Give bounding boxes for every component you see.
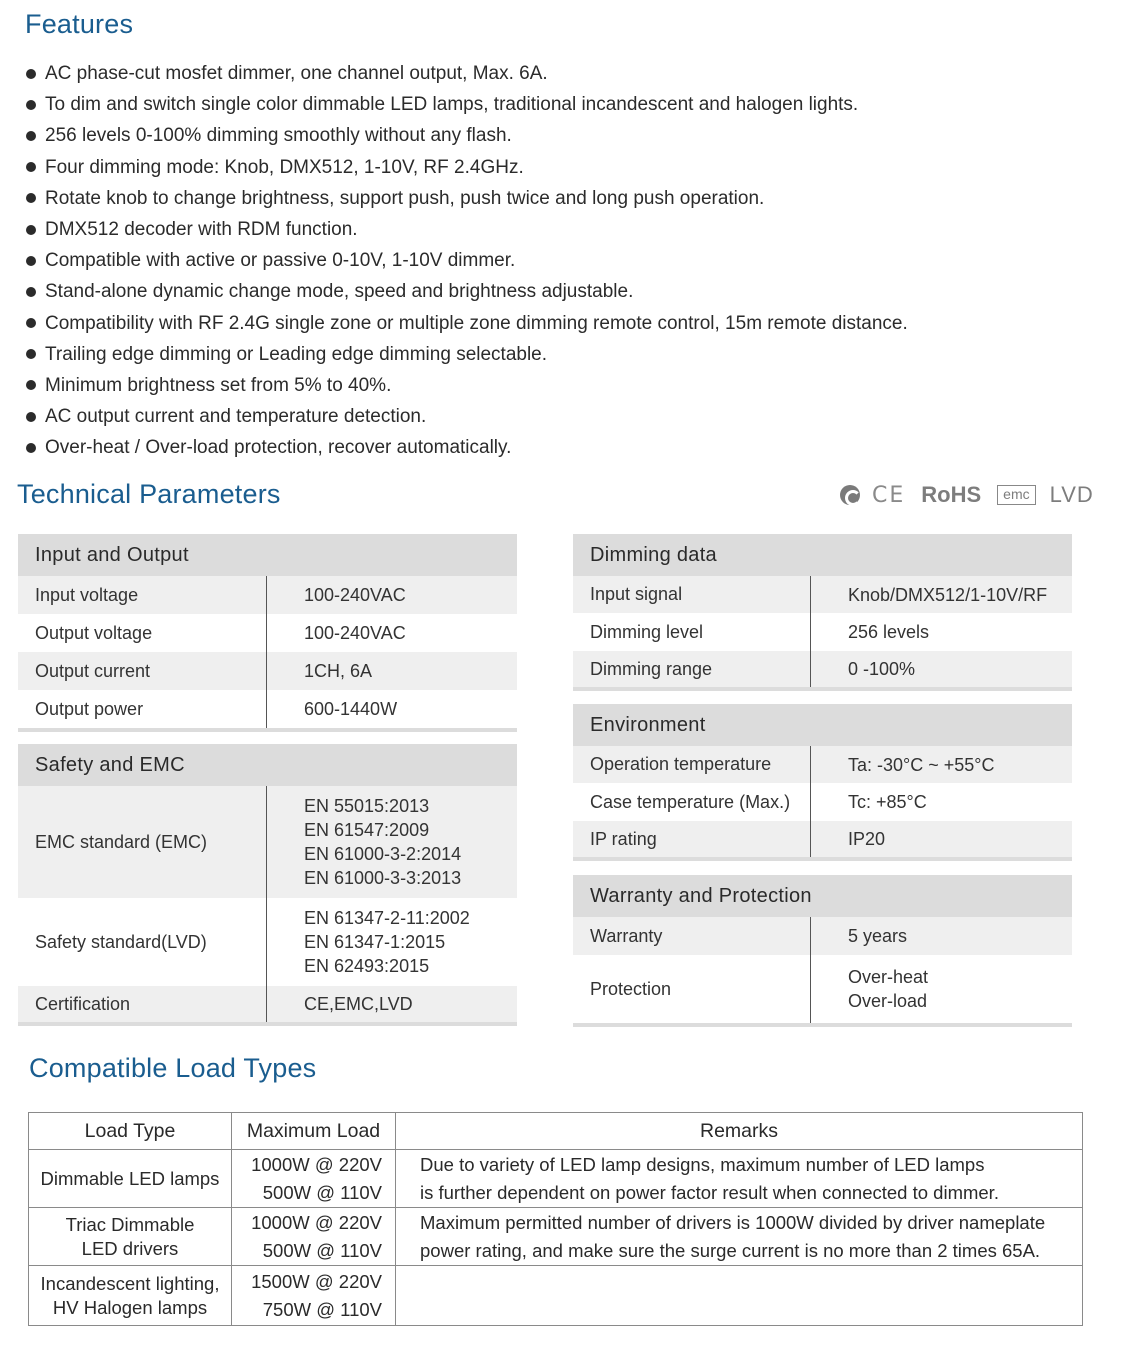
param-row	[18, 786, 517, 898]
dimming-data-table	[573, 534, 1072, 691]
feature-item	[26, 152, 1116, 183]
environment-table	[573, 704, 1072, 861]
param-value	[266, 898, 517, 986]
bullet-icon	[26, 287, 36, 297]
param-value-line: IP20	[848, 829, 886, 849]
param-value	[266, 690, 517, 728]
param-label: Operation temperature	[590, 754, 772, 774]
param-label: Output current	[35, 660, 151, 681]
load-type-header: Load Type	[29, 1113, 232, 1150]
feature-item	[26, 245, 1116, 276]
param-label: Output voltage	[35, 622, 153, 643]
param-value	[810, 746, 1072, 783]
dimming-header: Dimming data	[573, 534, 1072, 576]
bullet-icon	[26, 349, 36, 359]
param-label: Warranty	[590, 925, 663, 946]
emc-mark: emc	[997, 485, 1035, 505]
load-type-cell	[29, 1266, 232, 1326]
bullet-icon	[26, 443, 36, 453]
table-bottom-rule	[18, 1022, 517, 1026]
features-list	[26, 58, 1116, 463]
param-row	[18, 690, 517, 728]
warranty-protection-table	[573, 875, 1072, 1027]
param-label: Output power	[35, 698, 144, 719]
max-load-cell	[232, 1208, 396, 1266]
load-table-row	[29, 1208, 1083, 1266]
load-type-cell-line: LED drivers	[81, 1237, 179, 1259]
max-load-cell-line: 500W @ 110V	[262, 1239, 382, 1261]
feature-item	[26, 214, 1116, 245]
rohs-mark: RoHS	[921, 482, 982, 507]
param-value	[266, 652, 517, 690]
param-value-line: EN 61000-3-2:2014	[304, 844, 462, 864]
param-value	[810, 576, 1072, 613]
remarks-cell	[396, 1150, 1083, 1208]
safety-emc-table	[18, 744, 517, 1026]
param-value-line: Tc: +85°C	[848, 792, 927, 812]
warranty-header: Warranty and Protection	[573, 875, 1072, 917]
param-label: Dimming range	[590, 658, 713, 679]
max-load-cell	[232, 1266, 396, 1326]
param-row	[573, 955, 1072, 1023]
param-value-line: Over-load	[848, 991, 928, 1011]
param-row	[18, 614, 517, 652]
feature-text: DMX512 decoder with RDM function.	[45, 218, 358, 240]
feature-text: Stand-alone dynamic change mode, speed and brightness adjustable.	[45, 281, 634, 303]
param-value-line: 600-1440W	[304, 699, 398, 719]
bullet-icon	[26, 100, 36, 110]
param-value	[266, 986, 517, 1022]
feature-text: Compatible with active or passive 0-10V, 1-10V dimmer.	[45, 250, 516, 272]
remarks-cell	[396, 1266, 1083, 1326]
bullet-icon	[26, 318, 36, 328]
feature-text: Trailing edge dimming or Leading edge dimming selectable.	[45, 343, 548, 365]
feature-text: Minimum brightness set from 5% to 40%.	[45, 374, 392, 396]
param-value-line: EN 61347-2-11:2002	[304, 908, 470, 928]
load-type-cell-line: Incandescent lighting,	[40, 1272, 220, 1294]
max-load-cell-line: 500W @ 110V	[262, 1181, 382, 1203]
feature-text: AC output current and temperature detection.	[45, 406, 427, 428]
bullet-icon	[26, 193, 36, 203]
max-load-cell	[232, 1150, 396, 1208]
param-value-line: 100-240VAC	[304, 585, 406, 605]
bullet-icon	[26, 162, 36, 172]
param-value-line: Ta: -30°C ~ +55°C	[848, 754, 995, 775]
param-label: Safety standard(LVD)	[35, 931, 207, 952]
param-value	[810, 821, 1072, 857]
feature-item	[26, 401, 1116, 432]
compatible-load-types-title: Compatible Load Types	[29, 1053, 317, 1083]
feature-item	[26, 58, 1116, 89]
param-value	[810, 783, 1072, 821]
param-row	[573, 613, 1072, 651]
param-label: Input voltage	[35, 584, 139, 605]
load-table-header-row	[29, 1113, 1083, 1150]
param-value-line: EN 62493:2015	[304, 956, 430, 976]
feature-text: AC phase-cut mosfet dimmer, one channel output, Max. 6A.	[45, 63, 548, 84]
table-bottom-rule	[18, 728, 517, 732]
table-bottom-rule	[573, 857, 1072, 861]
load-type-cell	[29, 1150, 232, 1208]
param-value	[810, 917, 1072, 955]
param-label: Case temperature (Max.)	[590, 791, 791, 812]
bullet-icon	[26, 225, 36, 235]
param-value-line: EN 55015:2013	[304, 796, 430, 816]
param-value	[810, 651, 1072, 687]
param-label: Dimming level	[590, 621, 704, 642]
feature-text: Over-heat / Over-load protection, recover automatically.	[45, 437, 512, 459]
param-row	[573, 576, 1072, 613]
input-output-table	[18, 534, 517, 732]
compatible-load-table	[28, 1112, 1083, 1326]
features-title: Features	[25, 9, 134, 39]
param-row	[573, 783, 1072, 821]
bullet-icon	[26, 412, 36, 422]
param-value	[810, 613, 1072, 651]
param-value	[266, 614, 517, 652]
remarks-cell-line: power rating, and make sure the surge current is no more than 2 times 65A.	[420, 1239, 1041, 1261]
input-output-header: Input and Output	[18, 534, 517, 576]
param-label: EMC standard (EMC)	[35, 831, 208, 852]
certification-circle-icon	[840, 485, 860, 505]
load-type-cell-line: Triac Dimmable	[65, 1213, 195, 1235]
param-value	[266, 576, 517, 614]
remarks-cell-line: Due to variety of LED lamp designs, maximum number of LED lamps	[420, 1153, 985, 1175]
feature-item	[26, 432, 1116, 463]
param-value-line: Over-heat	[848, 967, 929, 987]
feature-item	[26, 276, 1116, 307]
bullet-icon	[26, 69, 36, 79]
param-label: Input signal	[590, 584, 683, 604]
load-type-cell	[29, 1208, 232, 1266]
remarks-header: Remarks	[396, 1113, 1083, 1150]
param-row	[573, 821, 1072, 857]
load-table-row	[29, 1266, 1083, 1326]
feature-text: Rotate knob to change brightness, support push, push twice and long push operation.	[45, 187, 765, 209]
param-value-line: Knob/DMX512/1-10V/RF	[848, 584, 1048, 605]
param-row	[573, 746, 1072, 783]
param-value-line: 1CH, 6A	[304, 661, 373, 681]
feature-text: 256 levels 0-100% dimming smoothly without any flash.	[45, 125, 512, 147]
param-value	[266, 786, 517, 898]
param-value-line: CE,EMC,LVD	[304, 994, 413, 1014]
feature-text: To dim and switch single color dimmable LED lamps, traditional incandescent and halogen lights.	[45, 94, 859, 116]
bullet-icon	[26, 131, 36, 141]
param-value-line: 100-240VAC	[304, 623, 406, 643]
max-load-cell-line: 1500W @ 220V	[251, 1270, 382, 1292]
param-label: IP rating	[590, 828, 657, 849]
load-type-cell-line: HV Halogen lamps	[52, 1296, 208, 1318]
bullet-icon	[26, 256, 36, 266]
param-row	[18, 652, 517, 690]
param-row	[573, 917, 1072, 955]
param-value-line: EN 61547:2009	[304, 820, 430, 840]
ce-mark: CE	[872, 482, 906, 508]
remarks-cell-line: Maximum permitted number of drivers is 1000W divided by driver nameplate	[420, 1211, 1046, 1233]
param-row	[18, 898, 517, 986]
feature-item	[26, 339, 1116, 370]
max-load-cell-line: 1000W @ 220V	[251, 1153, 382, 1175]
param-value-line: EN 61000-3-3:2013	[304, 868, 462, 888]
feature-item	[26, 120, 1116, 151]
param-row	[18, 576, 517, 614]
param-value-line: 5 years	[848, 926, 908, 946]
max-load-cell-line: 1000W @ 220V	[251, 1211, 382, 1233]
load-type-cell-line: Dimmable LED lamps	[40, 1167, 220, 1189]
bullet-icon	[26, 380, 36, 390]
maximum-load-header: Maximum Load	[232, 1113, 396, 1150]
remarks-cell	[396, 1208, 1083, 1266]
max-load-cell-line: 750W @ 110V	[262, 1298, 382, 1320]
table-bottom-rule	[573, 1023, 1072, 1027]
param-label: Protection	[590, 978, 672, 999]
feature-text: Four dimming mode: Knob, DMX512, 1-10V, RF 2.4GHz.	[45, 156, 524, 178]
feature-item	[26, 308, 1116, 339]
technical-parameters-title: Technical Parameters	[17, 479, 281, 509]
load-table-row	[29, 1150, 1083, 1208]
feature-item	[26, 183, 1116, 214]
param-value-line: 256 levels	[848, 622, 930, 642]
param-row	[18, 986, 517, 1022]
certification-marks	[840, 480, 1094, 510]
param-value-line: 0 -100%	[848, 659, 916, 679]
feature-item	[26, 89, 1116, 120]
param-row	[573, 651, 1072, 687]
param-value	[810, 955, 1072, 1023]
param-label: Certification	[35, 993, 131, 1014]
feature-text: Compatibility with RF 2.4G single zone or multiple zone dimming remote control, 15m remote distance.	[45, 312, 908, 334]
safety-emc-header: Safety and EMC	[18, 744, 517, 786]
feature-item	[26, 370, 1116, 401]
lvd-mark: LVD	[1049, 482, 1094, 507]
environment-header: Environment	[573, 704, 1072, 746]
table-bottom-rule	[573, 687, 1072, 691]
param-value-line: EN 61347-1:2015	[304, 932, 446, 952]
remarks-cell-line: is further dependent on power factor result when connected to dimmer.	[420, 1181, 999, 1203]
